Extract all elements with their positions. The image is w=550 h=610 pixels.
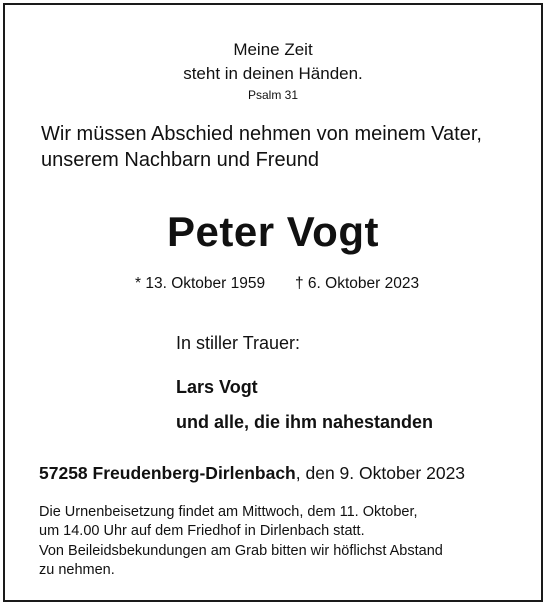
mourning-label: In stiller Trauer: — [176, 333, 301, 353]
deceased-name: Peter Vogt — [167, 208, 379, 255]
notice-line: zu nehmen. — [39, 562, 115, 578]
mourner-name: Lars Vogt — [176, 377, 258, 397]
quote-line-1: Meine Zeit — [233, 40, 313, 59]
mourner-others: und alle, die ihm nahestanden — [176, 412, 434, 432]
notice-line: Die Urnenbeisetzung findet am Mittwoch, dem 11. Oktober, — [39, 504, 418, 520]
place: 57258 Freudenberg-Dirlenbach — [39, 463, 296, 483]
date: , den 9. Oktober 2023 — [295, 463, 466, 483]
obituary-frame — [3, 3, 543, 602]
intro-line-1: Wir müssen Abschied nehmen von meinem Vater, — [41, 123, 482, 145]
place-date-line — [39, 463, 465, 484]
quote-line-2: steht in deinen Händen. — [183, 64, 363, 83]
notice-line: Von Beileidsbekundungen am Grab bitten wir höflichst Abstand — [39, 543, 443, 559]
intro-line-2: unserem Nachbarn und Freund — [41, 149, 319, 171]
birth-date: * 13. Oktober 1959 — [135, 275, 266, 292]
death-date: † 6. Oktober 2023 — [295, 275, 420, 292]
notice-line: um 14.00 Uhr auf dem Friedhof in Dirlenbach statt. — [39, 523, 365, 539]
quote-source: Psalm 31 — [247, 88, 299, 102]
